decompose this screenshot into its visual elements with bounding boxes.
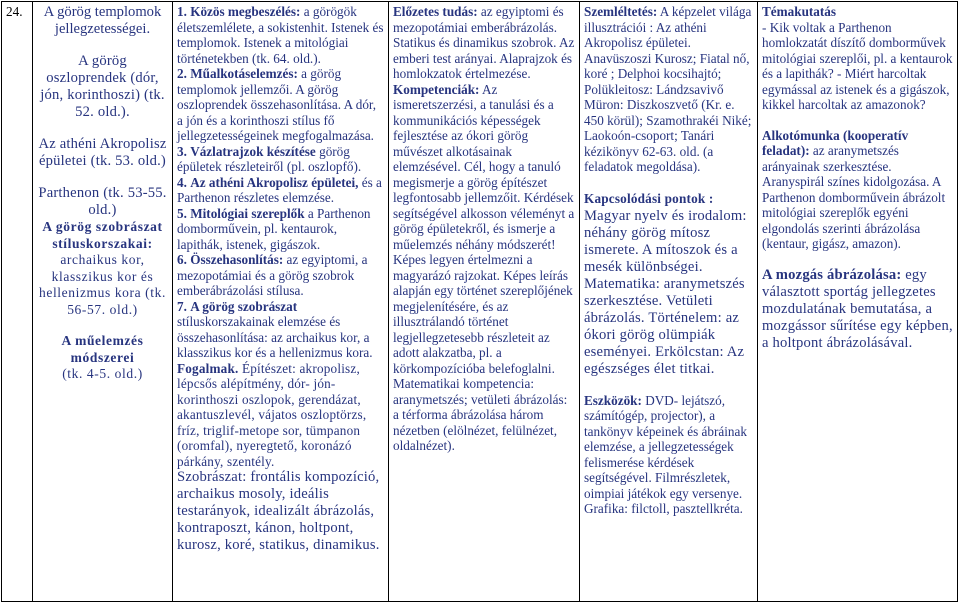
row-number-cell xyxy=(2,2,33,602)
research-text: - Kik voltak a Parthenon homlokzatát díszítő domborművek mitológiai szereplői, pl. a kentaurok és a lapithák? - Miért harcoltak egymással az istenek és a gigászok, kikkel harcoltak az amazonok? xyxy=(762,19,953,112)
topic-subtext: (tk. 4-5. old.) xyxy=(62,366,143,381)
creative-task: Alkotómunka (kooperatív feladat): az aranymetszés arányainak szerkesztése. Aranyspirál színes kidolgozása. A Parthenon domborművein ábrázolt mitológiai szereplők egyéni elgondolás szerinti ábrázolása (kentaur, gigász, amazon). xyxy=(762,127,946,251)
motion-task: A mozgás ábrázolása: egy választott sportág jellegzetes mozdulatának bemutatása, a mozgássor sűrítése egy képben, a holtpont ábrázolásával. xyxy=(762,266,953,351)
topic-cell xyxy=(33,2,173,602)
competencies: Kompetenciák: Az ismeretszerzési, a tanulási és a kommunikációs képességek fejlesztése az ókori görög művészet alkotásainak elemzésével. Cél, hogy a tanuló megismerje a görög építészet legfontosabb jellemzőit. Kérdések segítségével alkosson véleményt a görög épületekről, és ismerje a műelemzés néhány módszerét! Képes legyen értelmezni a magyarázó rajzokat. Képes leírás alapján egy történet szereplőjének megjelenítésére, és az illusztrálandó történet legjellegzetesebb részleteit az adott alakzatba, pl. a körkompozícióba belefoglalni. Matematikai kompetencia: aranymetszés; vetületi ábrázolás: a térforma ábrázolása három nézetben (elölnézet, felülnézet, oldalnézet). xyxy=(393,81,575,453)
topic-title: A görög templomok jellegzetességei. xyxy=(43,4,162,37)
concepts-paragraph: Fogalmak. Építészet: akropolisz, lépcsős alépítmény, dór- jón- korinthoszi oszlopok, gerendázat, akantuszlevél, vájatos oszloptörzs, fríz, triglif-metope sor, tümpanon (oromfal), nyeregtető, koronázó párkány, szentély. xyxy=(177,360,367,469)
table-row xyxy=(2,2,958,602)
topic-line: Parthenon (tk. 53-55. old.) xyxy=(38,185,167,218)
activity-item: 2. Műalkotáselemzés: a görög templomok jellemzői. A görög oszloprendek összehasonlítása. A dór, a jón és a korinthoszi stílus fő jellegzetességeinek megfogalmazása. xyxy=(177,66,377,143)
topic-line: A görög oszloprendek (dór, jón, korinthoszi) (tk. 52. old.). xyxy=(40,53,165,120)
activities-cell xyxy=(173,2,389,602)
topic-line: Az athéni Akropolisz épületei (tk. 53. old.) xyxy=(38,136,167,169)
topic-subtext: archaikus kor, klasszikus kor és hellenizmus kora (tk. 56-57. old.) xyxy=(39,252,166,317)
lesson-plan-table xyxy=(1,1,958,602)
activity-item: 4. Az athéni Akropolisz épületei, és a Parthenon részletes elemzése. xyxy=(177,174,382,205)
prior-knowledge: Előzetes tudás: az egyiptomi és mezopotámiai emberábrázolás. Statikus és dinamikus szobrok. Az emberi test arányai. Alaprajzok és homlokzatok értelmezése. xyxy=(393,4,575,81)
tools: Eszközök: DVD- lejátszó, számítógép, projector), a tankönyv képeinek és ábráinak elemzése, a jellegzetességek felismerése kérdések segítségével. Filmrészletek, oimpiai játékok egy versenye. Grafika: filctoll, pasztellkréta. xyxy=(584,392,747,516)
resources-cell xyxy=(580,2,758,602)
activity-item: 1. Közös megbeszélés: a görögök életszemlélete, a sokistenhit. Istenek és templomok. Istenek a mitológiai történetekben (tk. 64. old.). xyxy=(177,4,384,66)
topic-subtitle: A görög szobrászat stíluskorszakai: xyxy=(42,219,163,251)
research-title: Témakutatás xyxy=(762,4,836,19)
tasks-cell xyxy=(758,2,958,602)
row-number: 24. xyxy=(6,4,23,19)
illustration-list: Szemléltetés: A képzelet világa illusztrációi : Az athéni Akropolisz épületei. Anavüszoszi Kurosz; Fiatal nő, koré ; Delphoi kocsihajtó; Polükleitosz: Lándzsavivő Müron: Diszkoszvető (Kr. e. 450 körül); Szamothrakéi Niké; Laokoón-csoport; Tanári kézikönyv 62-63. old. (a feladatok megoldása). xyxy=(584,4,752,174)
activity-item: 6. Összehasonlítás: az egyiptomi, a mezopotámiai és a görög szobrok emberábrázolási stílusa. xyxy=(177,252,368,298)
topic-subtitle: A műelemzés módszerei xyxy=(61,333,144,365)
competencies-cell xyxy=(389,2,580,602)
activity-item: 5. Mitológiai szereplők a Parthenon domborművein, pl. kentaurok, lapithák, istenek, gigászok. xyxy=(177,205,371,252)
sculpture-concepts: Szobrászat: frontális kompozíció, archaikus mosoly, ideális testarányok, idealizált ábrázolás, kontraposzt, kánon, holtpont, kurosz, koré, statikus, dinamikus. xyxy=(177,469,380,553)
connection-points: Kapcsolódási pontok : Magyar nyelv és irodalom: néhány görög mítosz ismerete. A mítoszok és a mesék különbségei. Matematika: aranymetszés szerkesztése. Vetületi ábrázolás. Történelem: az ókori görög olümpiák eseményei. Erkölcstan: Az egészséges élet titkai. xyxy=(584,190,747,377)
activity-item: 3. Vázlatrajzok készítése görög épületek részleteiről (pl. oszlopfő). xyxy=(177,143,362,174)
activity-item: 7. A görög szobrászat stíluskorszakainak elemzése és összehasonlítása: az archaikus kor, a klasszikus kor és a hellenizmus kora. xyxy=(177,298,373,360)
